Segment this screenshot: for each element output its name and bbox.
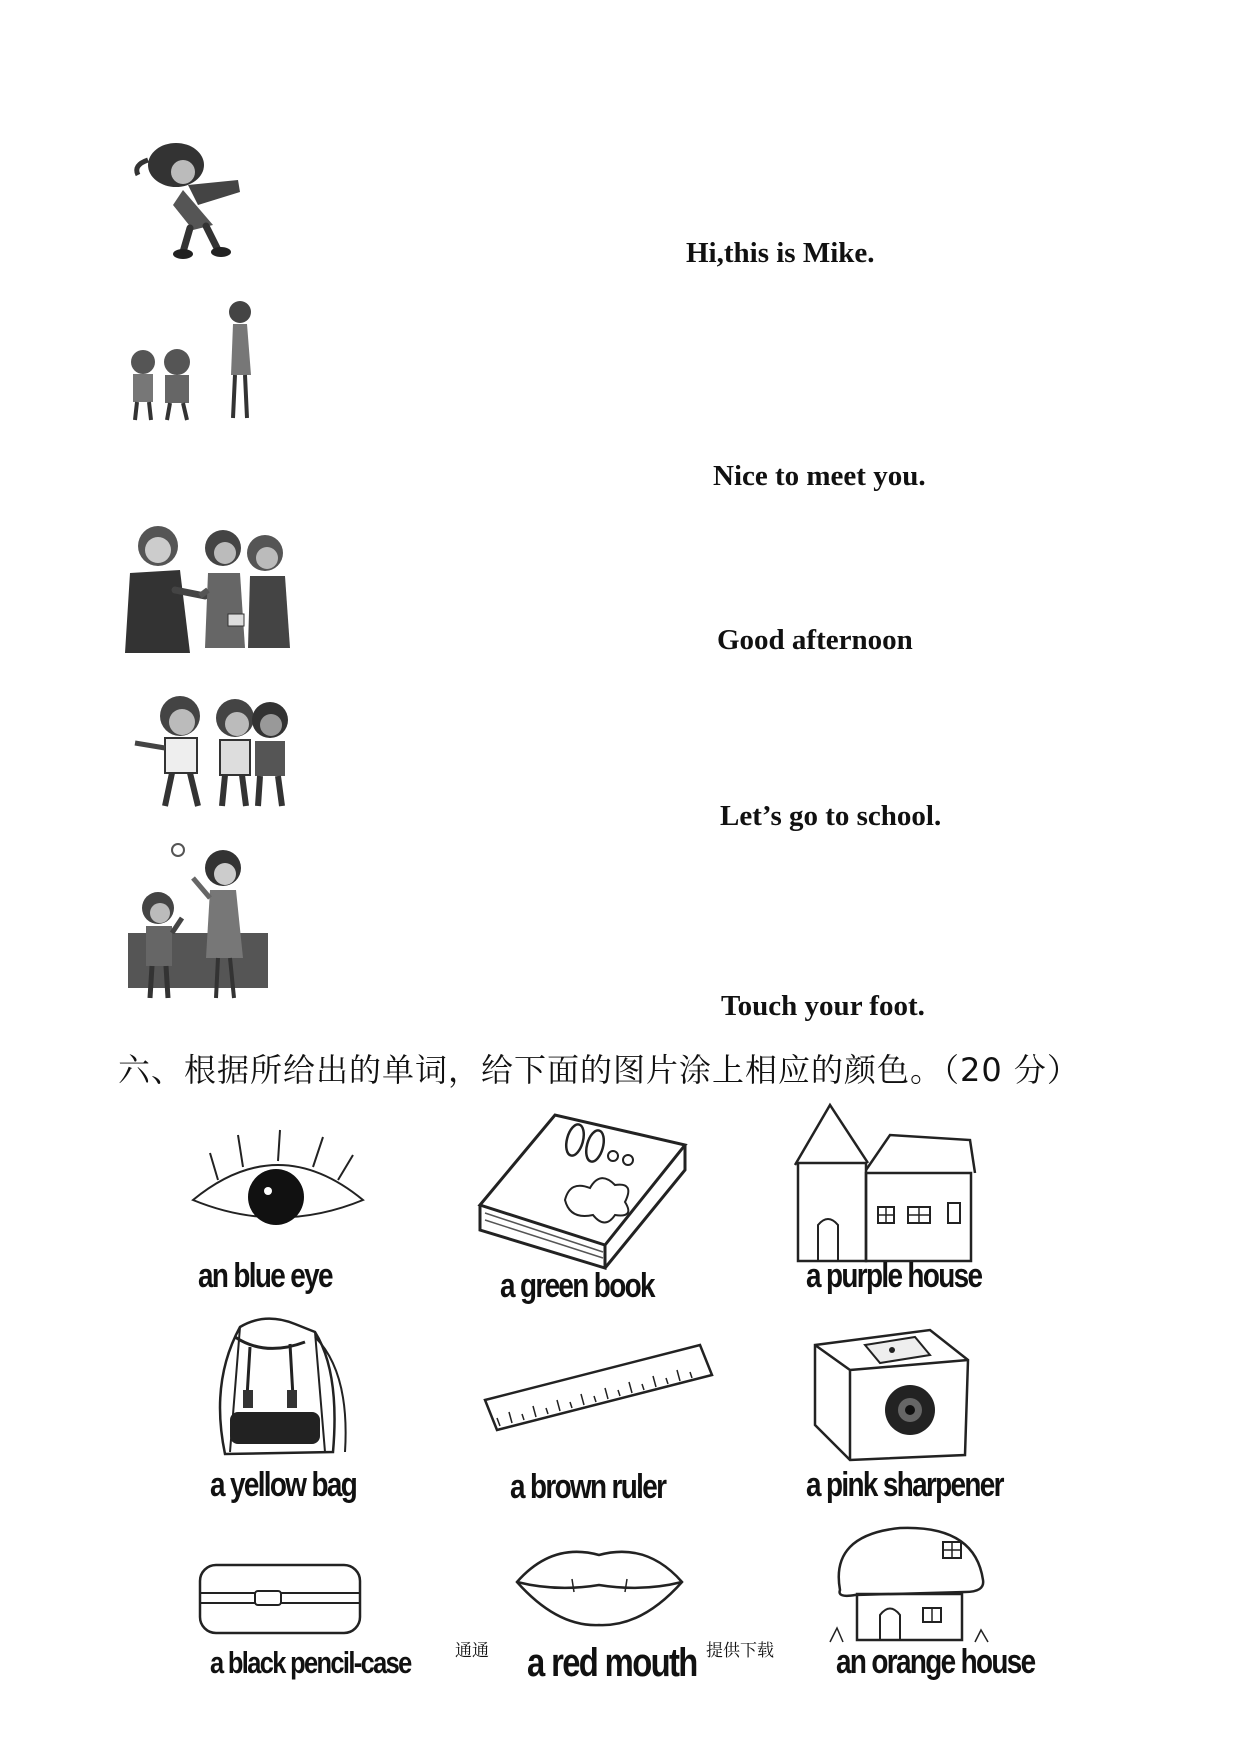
caption-black-pencil-case: a black pencil-case [210,1645,411,1680]
mushroom-house-icon [825,1520,995,1645]
caption-green-book: a green book [500,1267,654,1305]
sentence-1: Hi,this is Mike. [686,237,875,269]
caption-orange-house: an orange house [836,1643,1035,1681]
sentence-2: Nice to meet you. [713,460,926,492]
children-walking-picture [130,688,305,813]
pencil-case-icon [195,1555,365,1640]
section-6-heading: 六、根据所给出的单词，给下面的图片涂上相应的颜色。（20 分） [118,1051,1080,1089]
teacher-shaking-hands-picture [120,518,295,653]
caption-pink-sharpener: a pink sharpener [806,1466,1003,1504]
footer-left-text: 通通 [455,1641,489,1661]
two-children-and-girl-picture [125,300,265,425]
backpack-icon [205,1312,355,1462]
caption-purple-house: a purple house [806,1257,982,1295]
caption-yellow-bag: a yellow bag [210,1466,357,1504]
sentence-3: Good afternoon [717,624,913,656]
ruler-icon [480,1340,715,1435]
sharpener-icon [810,1325,975,1465]
mouth-icon [512,1537,687,1632]
sentence-4: Let’s go to school. [720,800,942,832]
caption-red-mouth: a red mouth [527,1641,697,1685]
caption-blue-eye: an blue eye [198,1257,332,1295]
book-icon [475,1110,690,1270]
footer-right-text: 提供下载 [706,1641,774,1661]
sentence-5: Touch your foot. [721,990,925,1022]
caption-brown-ruler: a brown ruler [510,1468,666,1506]
house-icon [790,1095,985,1265]
girl-bending-picture [128,130,253,260]
eye-icon [188,1125,368,1245]
boy-and-woman-greeting-picture [128,838,268,1003]
